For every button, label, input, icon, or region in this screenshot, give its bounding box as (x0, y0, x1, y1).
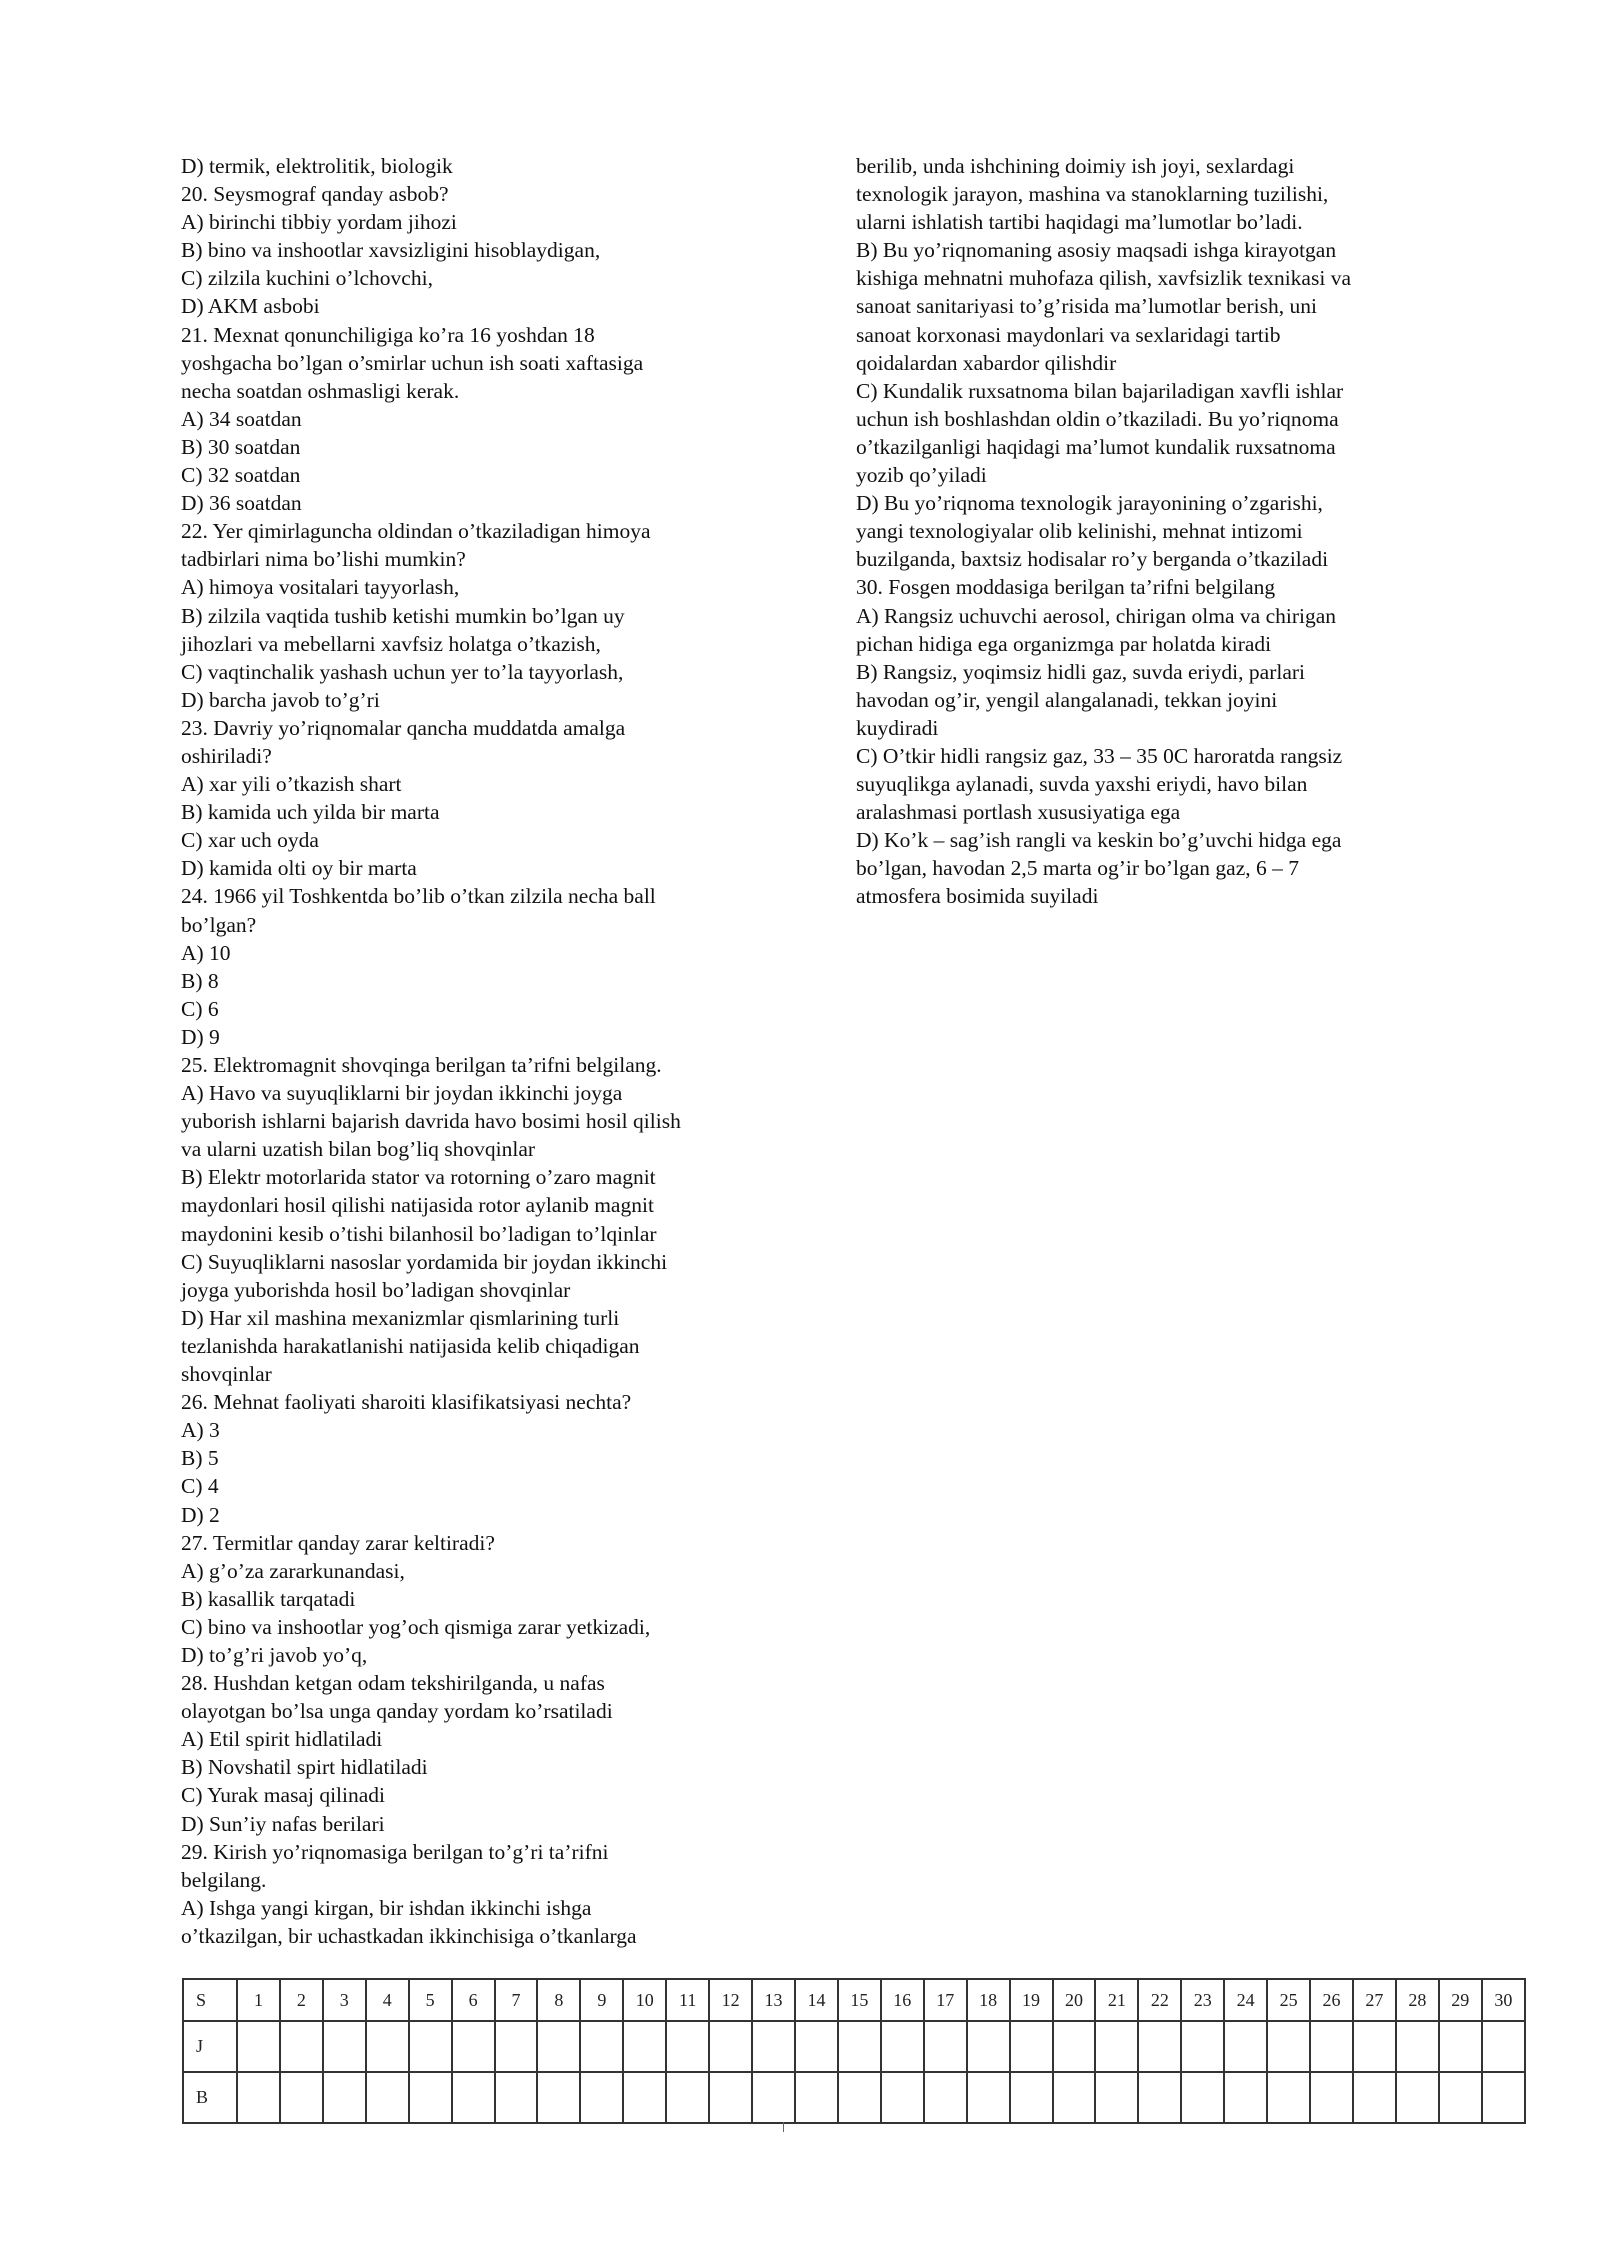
grid-question-number: 13 (752, 1979, 795, 2021)
text-line: B) Elektr motorlarida stator va rotorning o’zaro magnit (181, 1165, 656, 1190)
grid-answer-cell[interactable] (1396, 2072, 1439, 2123)
grid-answer-cell[interactable] (452, 2072, 495, 2123)
text-line: belgilang. (181, 1867, 267, 1892)
text-line: 23. Davriy yo’riqnomalar qancha muddatda amalga (181, 715, 626, 740)
grid-header-label: S (183, 1979, 237, 2021)
grid-question-number: 29 (1439, 1979, 1482, 2021)
text-line: D) Ko’k – sag’ish rangli va keskin bo’g’uvchi hidga ega (856, 828, 1342, 853)
left-column (181, 152, 781, 1950)
grid-question-number: 14 (795, 1979, 838, 2021)
text-line: 20. Seysmograf qanday asbob? (181, 182, 449, 207)
text-line: yozib qo’yiladi (856, 463, 987, 488)
grid-answer-cell[interactable] (1224, 2072, 1267, 2123)
text-line: B) zilzila vaqtida tushib ketishi mumkin bo’lgan uy (181, 603, 625, 628)
grid-answer-cell[interactable] (1482, 2021, 1525, 2072)
text-line: suyuqlikga aylanadi, suvda yaxshi eriydi, havo bilan (856, 772, 1308, 797)
grid-row-label: J (183, 2021, 237, 2072)
grid-answer-cell[interactable] (1396, 2021, 1439, 2072)
grid-answer-cell[interactable] (323, 2072, 366, 2123)
text-line: A) 10 (181, 940, 231, 965)
text-line: jihozlari va mebellarni xavfsiz holatga o’tkazish, (181, 631, 601, 656)
text-line: A) himoya vositalari tayyorlash, (181, 575, 460, 600)
grid-header-row (183, 1979, 1525, 2021)
text-line: 21. Mexnat qonunchiligiga ko’ra 16 yoshdan 18 (181, 322, 595, 347)
grid-answer-cell[interactable] (1482, 2072, 1525, 2123)
text-line: ularni ishlatish tartibi haqidagi ma’lumotlar bo’ladi. (856, 210, 1303, 235)
text-line: D) termik, elektrolitik, biologik (181, 154, 453, 178)
text-line: bo’lgan, havodan 2,5 marta og’ir bo’lgan gaz, 6 – 7 (856, 856, 1300, 881)
text-line: D) 36 soatdan (181, 491, 302, 516)
text-line: bo’lgan? (181, 912, 257, 937)
grid-question-number: 28 (1396, 1979, 1439, 2021)
grid-answer-cell[interactable] (666, 2021, 709, 2072)
grid-question-number: 23 (1181, 1979, 1224, 2021)
grid-answer-cell[interactable] (452, 2021, 495, 2072)
text-line: C) 32 soatdan (181, 463, 301, 488)
grid-question-number: 5 (409, 1979, 452, 2021)
grid-answer-cell[interactable] (237, 2021, 280, 2072)
text-line: berilib, unda ishchining doimiy ish joyi, sexlardagi (856, 154, 1295, 178)
text-line: C) Yurak masaj qilinadi (181, 1783, 386, 1808)
grid-answer-cell[interactable] (838, 2072, 881, 2123)
grid-question-number: 22 (1138, 1979, 1181, 2021)
grid-question-number: 7 (495, 1979, 538, 2021)
text-line: B) Rangsiz, yoqimsiz hidli gaz, suvda eriydi, parlari (856, 659, 1306, 684)
grid-answer-cell[interactable] (280, 2021, 323, 2072)
grid-question-number: 3 (323, 1979, 366, 2021)
grid-answer-cell[interactable] (409, 2021, 452, 2072)
text-line: D) barcha javob to’g’ri (181, 687, 380, 712)
grid-question-number: 25 (1267, 1979, 1310, 2021)
text-line: yangi texnologiyalar olib kelinishi, mehnat intizomi (856, 519, 1303, 544)
text-line: A) Ishga yangi kirgan, bir ishdan ikkinchi ishga (181, 1895, 592, 1920)
grid-answer-cell[interactable] (1353, 2072, 1396, 2123)
grid-answer-cell[interactable] (1010, 2021, 1053, 2072)
text-line: pichan hidiga ega organizmga par holatda kiradi (856, 631, 1272, 656)
page-mark (783, 2122, 784, 2132)
text-line: A) 34 soatdan (181, 406, 302, 431)
text-line: A) Havo va suyuqliklarni bir joydan ikkinchi joyga (181, 1081, 623, 1106)
text-line: B) 5 (181, 1446, 219, 1471)
answer-grid (182, 1978, 1526, 2124)
grid-answer-cell[interactable] (237, 2072, 280, 2123)
grid-answer-cell[interactable] (580, 2072, 623, 2123)
text-line: maydonlari hosil qilishi natijasida rotor aylanib magnit (181, 1193, 654, 1218)
grid-question-number: 4 (366, 1979, 409, 2021)
grid-answer-cell[interactable] (537, 2021, 580, 2072)
text-line: B) Novshatil spirt hidlatiladi (181, 1755, 428, 1780)
grid-question-number: 20 (1053, 1979, 1096, 2021)
grid-answer-cell[interactable] (709, 2072, 752, 2123)
grid-answer-cell[interactable] (924, 2072, 967, 2123)
grid-row-label: B (183, 2072, 237, 2123)
text-line: C) O’tkir hidli rangsiz gaz, 33 – 35 0C haroratda rangsiz (856, 743, 1343, 768)
text-line: C) Kundalik ruxsatnoma bilan bajariladigan xavfli ishlar (856, 378, 1344, 403)
grid-question-number: 10 (623, 1979, 666, 2021)
text-line: A) Rangsiz uchuvchi aerosol, chirigan olma va chirigan (856, 603, 1337, 628)
text-line: tezlanishda harakatlanishi natijasida kelib chiqadigan (181, 1333, 640, 1358)
text-line: kishiga mehnatni muhofaza qilish, xavfsizlik texnikasi va (856, 266, 1351, 291)
grid-answer-cell[interactable] (1310, 2021, 1353, 2072)
text-line: D) Sun’iy nafas berilari (181, 1811, 385, 1836)
grid-answer-cell[interactable] (1138, 2072, 1181, 2123)
text-line: C) vaqtinchalik yashash uchun yer to’la tayyorlash, (181, 659, 624, 684)
grid-question-number: 11 (666, 1979, 709, 2021)
grid-answer-cell[interactable] (752, 2072, 795, 2123)
text-line: maydonini kesib o’tishi bilanhosil bo’ladigan to’lqinlar (181, 1221, 657, 1246)
grid-question-number: 9 (580, 1979, 623, 2021)
grid-answer-cell[interactable] (838, 2021, 881, 2072)
grid-row (183, 2021, 1525, 2072)
grid-answer-cell[interactable] (795, 2072, 838, 2123)
grid-question-number: 30 (1482, 1979, 1525, 2021)
grid-question-number: 18 (967, 1979, 1010, 2021)
text-line: o’tkazilganligi haqidagi ma’lumot kundalik ruxsatnoma (856, 434, 1336, 459)
text-line: A) birinchi tibbiy yordam jihozi (181, 210, 457, 235)
text-line: D) AKM asbobi (181, 294, 320, 319)
grid-answer-cell[interactable] (881, 2072, 924, 2123)
text-line: 26. Mehnat faoliyati sharoiti klasifikatsiyasi nechta? (181, 1390, 632, 1415)
text-line: D) Bu yo’riqnoma texnologik jarayonining o’zgarishi, (856, 491, 1323, 516)
grid-question-number: 21 (1095, 1979, 1138, 2021)
text-line: 28. Hushdan ketgan odam tekshirilganda, u nafas (181, 1671, 605, 1696)
grid-answer-cell[interactable] (1439, 2021, 1482, 2072)
text-line: uchun ish boshlashdan oldin o’tkaziladi. Bu yo’riqnoma (856, 406, 1339, 431)
text-line: B) 8 (181, 968, 219, 993)
grid-question-number: 8 (537, 1979, 580, 2021)
grid-question-number: 24 (1224, 1979, 1267, 2021)
grid-answer-cell[interactable] (795, 2021, 838, 2072)
text-line: kuydiradi (856, 715, 939, 740)
grid-answer-cell[interactable] (1181, 2021, 1224, 2072)
grid-answer-cell[interactable] (537, 2072, 580, 2123)
grid-answer-cell[interactable] (1053, 2072, 1096, 2123)
grid-answer-cell[interactable] (709, 2021, 752, 2072)
grid-answer-cell[interactable] (280, 2072, 323, 2123)
text-line: oshiriladi? (181, 743, 272, 768)
text-line: o’tkazilgan, bir uchastkadan ikkinchisiga o’tkanlarga (181, 1923, 637, 1948)
grid-answer-cell[interactable] (495, 2072, 538, 2123)
grid-answer-cell[interactable] (1095, 2072, 1138, 2123)
grid-answer-cell[interactable] (623, 2021, 666, 2072)
grid-answer-cell[interactable] (666, 2072, 709, 2123)
grid-answer-cell[interactable] (1053, 2021, 1096, 2072)
text-line: D) kamida olti oy bir marta (181, 856, 417, 881)
text-line: A) Etil spirit hidlatiladi (181, 1727, 383, 1752)
text-line: atmosfera bosimida suyiladi (856, 884, 1099, 909)
text-line: 27. Termitlar qanday zarar keltiradi? (181, 1530, 495, 1555)
grid-answer-cell[interactable] (580, 2021, 623, 2072)
grid-row (183, 2072, 1525, 2123)
text-line: A) g’o’za zararkunandasi, (181, 1558, 405, 1583)
text-line: C) zilzila kuchini o’lchovchi, (181, 266, 433, 291)
text-line: 24. 1966 yil Toshkentda bo’lib o’tkan zilzila necha ball (181, 884, 656, 909)
text-line: qoidalardan xabardor qilishdir (856, 350, 1117, 375)
grid-answer-cell[interactable] (1010, 2072, 1053, 2123)
text-line: buzilganda, baxtsiz hodisalar ro’y berganda o’tkaziladi (856, 547, 1329, 572)
text-line: C) 6 (181, 996, 219, 1021)
grid-answer-cell[interactable] (1095, 2021, 1138, 2072)
text-line: tadbirlari nima bo’lishi mumkin? (181, 547, 466, 572)
text-line: C) 4 (181, 1474, 219, 1499)
grid-question-number: 2 (280, 1979, 323, 2021)
text-line: 22. Yer qimirlaguncha oldindan o’tkaziladigan himoya (181, 519, 651, 544)
grid-question-number: 16 (881, 1979, 924, 2021)
text-line: aralashmasi portlash xususiyatiga ega (856, 800, 1181, 825)
text-line: shovqinlar (181, 1362, 272, 1387)
grid-answer-cell[interactable] (495, 2021, 538, 2072)
grid-answer-cell[interactable] (752, 2021, 795, 2072)
text-line: C) xar uch oyda (181, 828, 319, 853)
grid-answer-cell[interactable] (967, 2021, 1010, 2072)
grid-answer-cell[interactable] (1267, 2021, 1310, 2072)
text-line: texnologik jarayon, mashina va stanoklarning tuzilishi, (856, 182, 1329, 207)
text-line: B) kasallik tarqatadi (181, 1586, 356, 1611)
text-line: A) xar yili o’tkazish shart (181, 772, 402, 797)
grid-question-number: 6 (452, 1979, 495, 2021)
text-line: 25. Elektromagnit shovqinga berilgan ta’rifni belgilang. (181, 1053, 662, 1077)
text-line: D) Har xil mashina mexanizmlar qismlarining turli (181, 1305, 620, 1330)
grid-answer-cell[interactable] (1353, 2021, 1396, 2072)
text-line: D) to’g’ri javob yo’q, (181, 1642, 368, 1667)
grid-answer-cell[interactable] (1138, 2021, 1181, 2072)
text-line: havodan og’ir, yengil alangalanadi, tekkan joyini (856, 687, 1278, 712)
grid-answer-cell[interactable] (924, 2021, 967, 2072)
text-line: B) 30 soatdan (181, 434, 301, 459)
text-line: yoshgacha bo’lgan o’smirlar uchun ish soati xaftasiga (181, 350, 644, 375)
text-line: D) 2 (181, 1502, 220, 1527)
text-line: B) bino va inshootlar xavsizligini hisoblaydigan, (181, 238, 601, 263)
grid-answer-cell[interactable] (409, 2072, 452, 2123)
grid-question-number: 12 (709, 1979, 752, 2021)
text-line: B) kamida uch yilda bir marta (181, 800, 440, 825)
text-line: C) bino va inshootlar yog’och qismiga zarar yetkizadi, (181, 1614, 651, 1639)
grid-question-number: 15 (838, 1979, 881, 2021)
grid-answer-cell[interactable] (1310, 2072, 1353, 2123)
right-column (856, 152, 1456, 911)
grid-answer-cell[interactable] (1439, 2072, 1482, 2123)
grid-answer-cell[interactable] (366, 2021, 409, 2072)
text-line: sanoat korxonasi maydonlari va sexlaridagi tartib (856, 322, 1281, 347)
grid-answer-cell[interactable] (1181, 2072, 1224, 2123)
grid-answer-cell[interactable] (967, 2072, 1010, 2123)
grid-question-number: 19 (1010, 1979, 1053, 2021)
text-line: B) Bu yo’riqnomaning asosiy maqsadi ishga kirayotgan (856, 238, 1337, 263)
grid-answer-cell[interactable] (881, 2021, 924, 2072)
grid-question-number: 17 (924, 1979, 967, 2021)
grid-answer-cell[interactable] (366, 2072, 409, 2123)
grid-answer-cell[interactable] (1224, 2021, 1267, 2072)
grid-answer-cell[interactable] (1267, 2072, 1310, 2123)
text-line: yuborish ishlarni bajarish davrida havo bosimi hosil qilish (181, 1109, 681, 1134)
text-line: 30. Fosgen moddasiga berilgan ta’rifni belgilang (856, 575, 1276, 600)
text-line: C) Suyuqliklarni nasoslar yordamida bir joydan ikkinchi (181, 1249, 668, 1274)
grid-question-number: 26 (1310, 1979, 1353, 2021)
text-line: 29. Kirish yo’riqnomasiga berilgan to’g’ri ta’rifni (181, 1839, 609, 1864)
grid-question-number: 1 (237, 1979, 280, 2021)
text-line: sanoat sanitariyasi to’g’risida ma’lumotlar berish, uni (856, 294, 1317, 319)
text-line: necha soatdan oshmasligi kerak. (181, 378, 460, 403)
grid-answer-cell[interactable] (623, 2072, 666, 2123)
grid-answer-cell[interactable] (323, 2021, 366, 2072)
grid-question-number: 27 (1353, 1979, 1396, 2021)
text-line: olayotgan bo’lsa unga qanday yordam ko’rsatiladi (181, 1699, 613, 1724)
text-line: va ularni uzatish bilan bog’liq shovqinlar (181, 1137, 536, 1162)
text-line: A) 3 (181, 1418, 220, 1443)
text-line: joyga yuborishda hosil bo’ladigan shovqinlar (181, 1277, 571, 1302)
text-line: D) 9 (181, 1024, 220, 1049)
